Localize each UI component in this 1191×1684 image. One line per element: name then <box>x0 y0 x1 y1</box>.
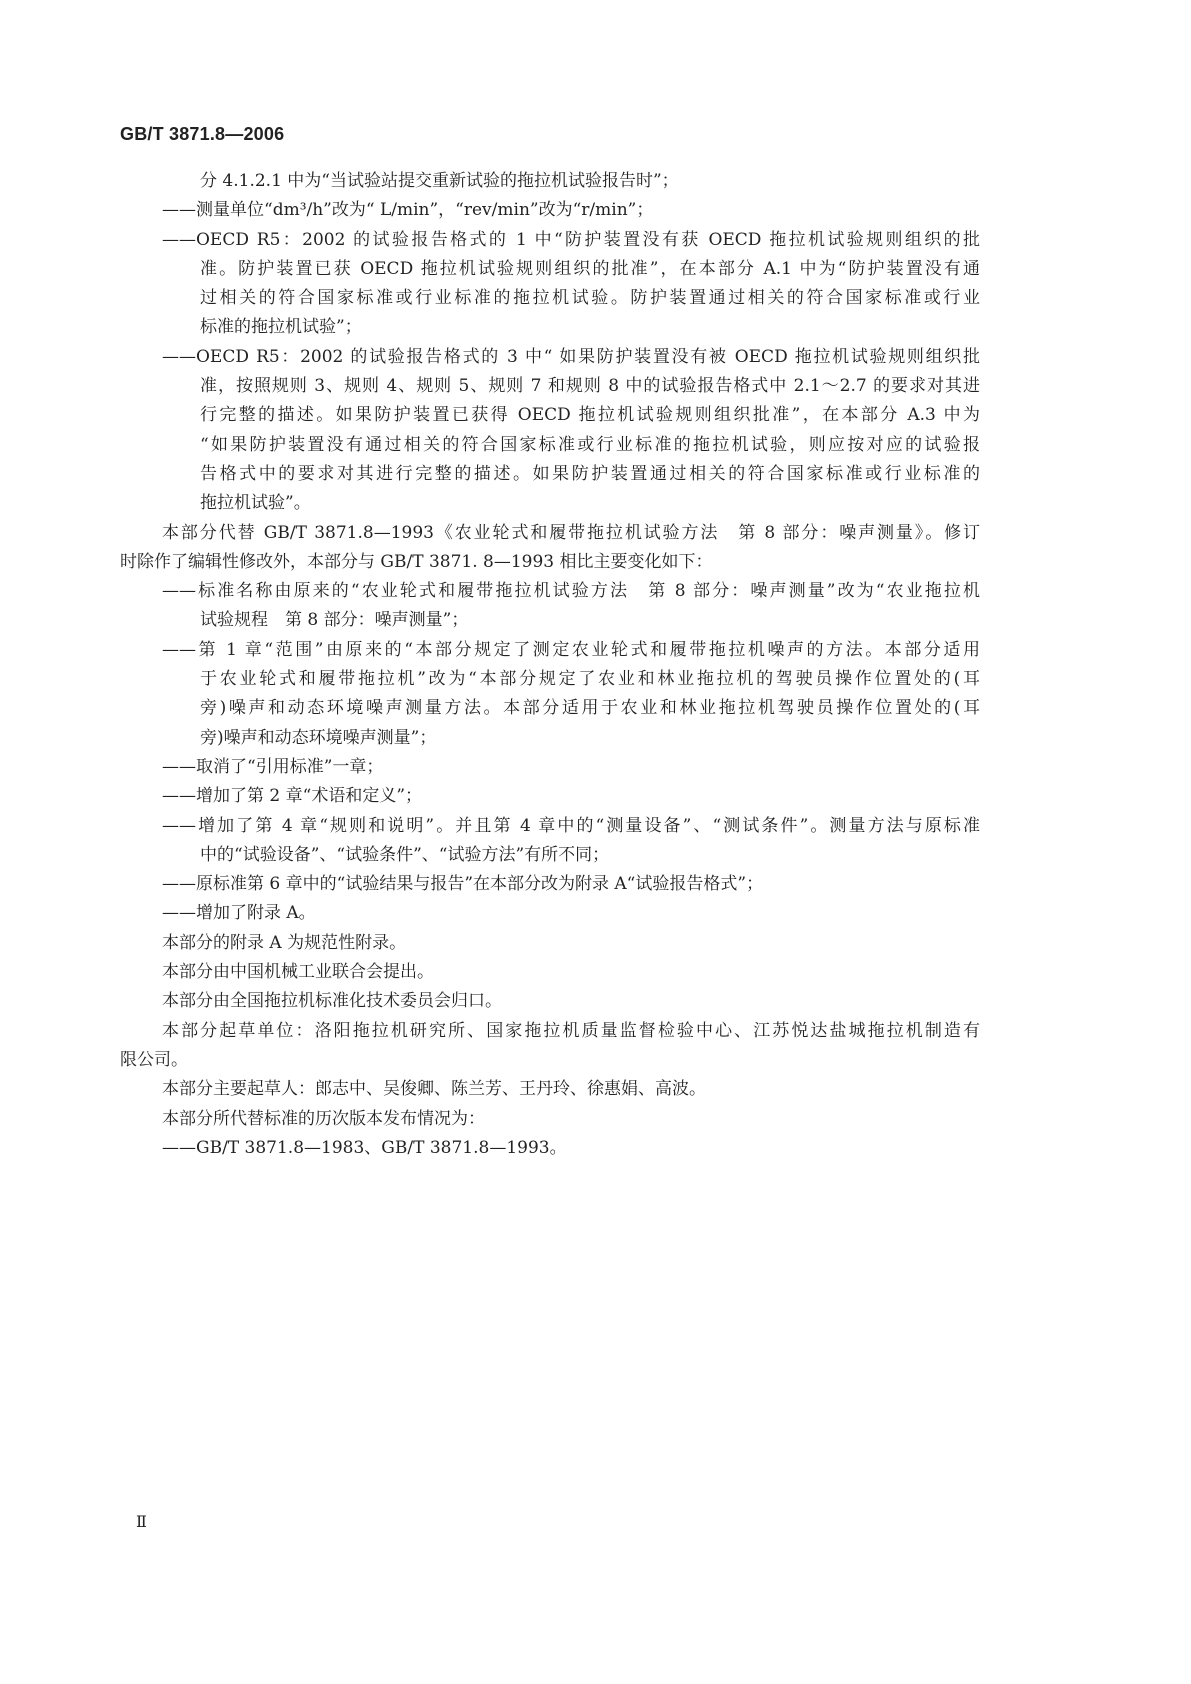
list-item-line: ——OECD R5：2002 的试验报告格式的 3 中“ 如果防护装置没有被 OECD 拖拉机试验规则组织批 <box>162 346 980 367</box>
text-line: 中的“试验设备”、“试验条件”、“试验方法”有所不同； <box>200 844 610 865</box>
text-line: 标准的拖拉机试验”； <box>200 317 362 338</box>
list-item-line: ——标准名称由原来的“农业轮式和履带拖拉机试验方法 第 8 部分：噪声测量”改为“农业拖拉机 <box>162 581 980 602</box>
list-item-line: ——增加了附录 A。 <box>162 903 316 924</box>
text-line: 本部分由中国机械工业联合会提出。 <box>162 962 434 983</box>
text-line: 准，按照规则 3、规则 4、规则 5、规则 7 和规则 8 中的试验报告格式中 2.1～2.7 的要求对其进 <box>200 376 980 397</box>
text-line: 分 4.1.2.1 中为“当试验站提交重新试验的拖拉机试验报告时”； <box>200 171 679 191</box>
text-line: 本部分所代替标准的历次版本发布情况为： <box>162 1108 485 1129</box>
text-line: 旁)噪声和动态环境噪声测量”； <box>200 727 437 748</box>
standard-number-header: GB/T 3871.8—2006 <box>120 124 285 144</box>
list-item-line: ——OECD R5：2002 的试验报告格式的 1 中“防护装置没有获 OECD 拖拉机试验规则组织的批 <box>162 229 980 250</box>
text-line: 准。防护装置已获 OECD 拖拉机试验规则组织的批准”，在本部分 A.1 中为“防护装置没有通 <box>200 258 980 279</box>
text-line: 本部分的附录 A 为规范性附录。 <box>162 932 407 953</box>
list-item-line: ——第 1 章“范围”由原来的“本部分规定了测定农业轮式和履带拖拉机噪声的方法。本部分适用 <box>162 639 980 660</box>
list-item-line: ——增加了第 4 章“规则和说明”。并且第 4 章中的“测量设备”、“测试条件”。测量方法与原标准 <box>162 815 980 836</box>
list-item-line: ——增加了第 2 章“术语和定义”； <box>162 786 423 807</box>
text-line: 本部分代替 GB/T 3871.8—1993《农业轮式和履带拖拉机试验方法 第 8 部分：噪声测量》。修订 <box>162 522 980 543</box>
text-line: 本部分由全国拖拉机标准化技术委员会归口。 <box>162 991 502 1012</box>
text-line: 行完整的描述。如果防护装置已获得 OECD 拖拉机试验规则组织批准”，在本部分 A.3 中为 <box>200 405 980 426</box>
text-line: 过相关的符合国家标准或行业标准的拖拉机试验。防护装置通过相关的符合国家标准或行业 <box>200 288 980 309</box>
list-item-line: ——原标准第 6 章中的“试验结果与报告”在本部分改为附录 A“试验报告格式”； <box>162 874 764 895</box>
list-item-line: ——测量单位“dm³/h”改为“ L/min”，“rev/min”改为“r/min”； <box>162 200 654 221</box>
document-body <box>120 167 980 1163</box>
text-line: 于农业轮式和履带拖拉机”改为“本部分规定了农业和林业拖拉机的驾驶员操作位置处的(耳 <box>200 669 980 690</box>
text-line: “如果防护装置没有通过相关的符合国家标准或行业标准的拖拉机试验，则应按对应的试验报 <box>200 434 980 455</box>
text-line: 本部分起草单位：洛阳拖拉机研究所、国家拖拉机质量监督检验中心、江苏悦达盐城拖拉机制造有 <box>162 1020 980 1041</box>
text-line: 旁)噪声和动态环境噪声测量方法。本部分适用于农业和林业拖拉机驾驶员操作位置处的(耳 <box>200 698 980 719</box>
text-line: 本部分主要起草人：郎志中、吴俊卿、陈兰芳、王丹玲、徐惠娟、高波。 <box>162 1079 706 1100</box>
text-line: 试验规程 第 8 部分：噪声测量”； <box>200 610 469 631</box>
text-line: 限公司。 <box>120 1049 188 1070</box>
list-item-line: ——GB/T 3871.8—1983、GB/T 3871.8—1993。 <box>162 1137 567 1158</box>
list-item-line: ——取消了“引用标准”一章； <box>162 756 384 777</box>
page-number: Ⅱ <box>136 1512 147 1531</box>
text-line: 告格式中的要求对其进行完整的描述。如果防护装置通过相关的符合国家标准或行业标准的 <box>200 463 980 484</box>
text-line: 拖拉机试验”。 <box>200 493 311 514</box>
text-line: 时除作了编辑性修改外，本部分与 GB/T 3871. 8—1993 相比主要变化如下： <box>120 551 713 572</box>
